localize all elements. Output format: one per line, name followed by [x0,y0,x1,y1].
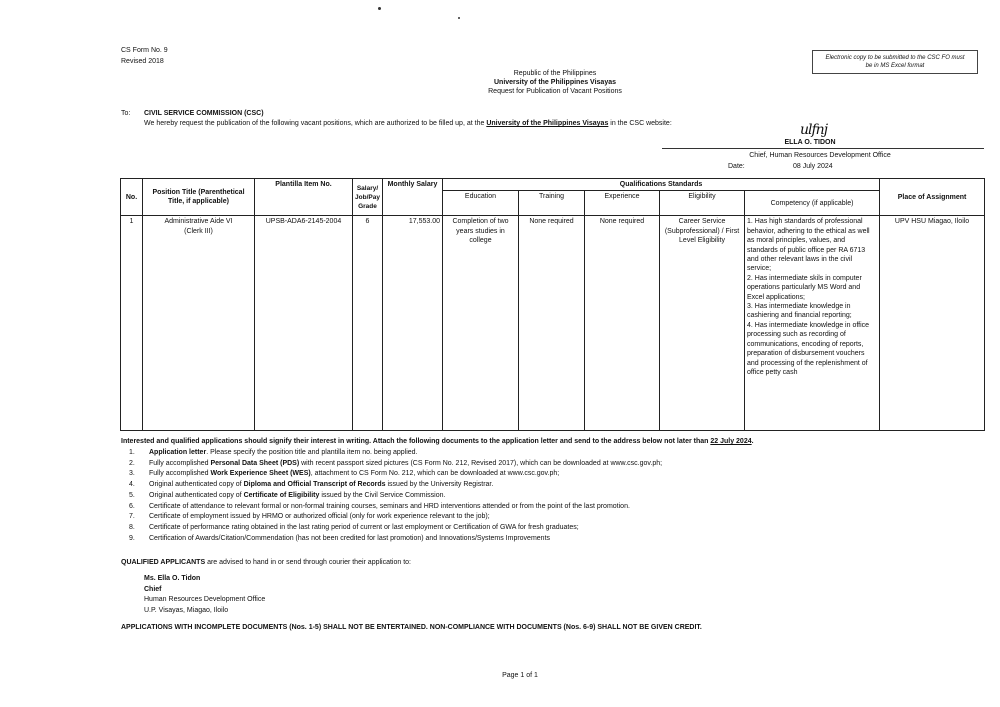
requirements-list [129,448,989,544]
electronic-note-line2: be in MS Excel format [865,63,925,69]
header-republic: Republic of the Philippines [513,70,597,77]
list-bold: Diploma and Official Transcript of Records [243,481,386,489]
header-plantilla: Plantilla Item No. [255,179,353,216]
list-item [129,491,989,502]
list-bold: Application letter [149,449,207,456]
signature: ulfnj [800,122,828,138]
list-item [129,512,989,523]
address-name: Ms. Ella O. Tidon [144,575,201,582]
list-number: 8. [129,523,135,531]
list-text: Certificate of attendance to relevant formal or non-formal training courses, seminars and HRD interventions attended or from the point of the last promotion. [149,502,630,510]
list-text: Original authenticated copy of [149,491,244,499]
header-place: Place of Assignment [880,179,985,216]
list-text: . Please specify the position title and plantilla item no. being applied. [206,449,418,456]
header-eligibility: Eligibility [660,191,745,216]
cell-place: UPV HSU Miagao, Iloilo [880,216,985,431]
table-row [121,216,985,431]
warning-text: APPLICATIONS WITH INCOMPLETE DOCUMENTS (Nos. 1-5) SHALL NOT BE ENTERTAINED. NON-COMPLIANCE WITH DOCUMENTS (Nos. 6-9) SHALL NOT BE GIVEN CREDIT. [121,624,702,631]
list-text: issued by the University Registrar. [385,481,494,489]
qualified-applicants [121,558,411,567]
address-office: Human Resources Development Office [144,596,266,603]
cell-plantilla: UPSB-ADA6-2145-2004 [255,216,353,431]
list-number: 1. [129,449,135,456]
list-item [129,469,989,480]
list-number: 7. [129,513,135,521]
header-no: No. [121,179,143,216]
header-qualifications: Qualifications Standards [443,179,880,191]
list-item [129,480,989,491]
competency-item: 1. Has high standards of professional behavior, adhering to the ethical as well as moral principles, values, and standards of public office per RA 6713 and other relevant laws in the civil service; [747,218,870,273]
signature-line [662,148,984,149]
instructions-text: Interested and qualified applications should signify their interest in writing. Attach the following documents to the application letter and send to the address below not later than [121,438,711,445]
header-university: University of the Philippines Visayas [493,79,617,86]
cell-monthly-salary: 17,553.00 [383,216,443,431]
list-number: 6. [129,502,135,510]
list-bold: Work Experience Sheet (WES) [210,470,311,478]
header-position: Position Title (Parenthetical Title, if applicable) [143,179,255,216]
qualified-bold: QUALIFIED APPLICANTS [121,559,206,566]
competency-item: 2. Has intermediate skils in computer operations particularly MS Word and Excel applications; [747,274,862,301]
date-value: 08 July 2024 [793,163,833,170]
cell-experience: None required [585,216,660,431]
date-label: Date: [728,163,745,170]
qualified-rest: are advised to hand in or send through courier their application to: [205,559,411,566]
address-position: Chief [144,585,162,593]
competency-item: 3. Has intermediate knowledge in cashiering and financial reporting; [747,303,852,320]
list-bold: Certificate of Eligibility [243,491,320,499]
cell-salary-grade: 6 [353,216,383,431]
request-text [144,119,744,128]
header-training: Training [519,191,585,216]
electronic-note-line1: Electronic copy to be submitted to the CSC FO must [825,55,965,61]
page-number: Page 1 of 1 [502,672,538,679]
request-text-before: We hereby request the publication of the following vacant positions, which are authorized to be filled up, at the [144,120,487,127]
list-item [129,523,989,534]
list-number: 4. [129,481,135,489]
list-text: Certification of Awards/Citation/Commendation (has not been credited for last promotion) and Innovations/Systems Improvements [149,534,551,542]
request-text-after: in the CSC website: [608,120,672,127]
list-text: Certificate of employment issued by HRMO or authorized official (only for work experience relevant to the job); [149,513,490,521]
instructions [121,437,991,446]
deadline: 22 July 2024 [710,438,752,445]
to-addressee: CIVIL SERVICE COMMISSION (CSC) [144,110,264,117]
address-block [144,574,265,616]
list-item [129,448,989,459]
header-education: Education [443,191,519,216]
list-text: Certificate of performance rating obtained in the last rating period of current or last employment or Certification of GWA for fresh graduates; [149,523,579,531]
cell-eligibility: Career Service (Subprofessional) / First Level Eligibility [660,216,745,431]
header-salary-grade: Salary/ Job/Pay Grade [353,179,383,216]
instructions-end: . [751,438,754,445]
list-item [129,534,989,545]
to-label: To: [121,110,131,117]
scan-speck [378,7,381,10]
header-request-title: Request for Publication of Vacant Positions [488,88,622,95]
header-experience: Experience [585,191,660,216]
list-bold: Personal Data Sheet (PDS) [210,459,300,467]
cell-no: 1 [121,216,143,431]
list-number: 5. [129,491,135,499]
signatory-name: ELLA O. TIDON [784,139,836,146]
address-location: U.P. Visayas, Miagao, Iloilo [144,606,229,614]
vacancies-table [120,178,985,431]
list-item [129,502,989,513]
list-number: 2. [129,459,135,467]
header-block [400,69,710,96]
request-agency: University of the Philippines Visayas [486,120,609,127]
list-number: 3. [129,470,135,478]
form-revised: Revised 2018 [121,58,164,65]
list-text: issued by the Civil Service Commission. [319,491,446,499]
cell-competency [745,216,880,431]
electronic-copy-note [812,50,978,74]
signatory-title: Chief, Human Resources Development Office [749,152,891,159]
header-competency: Competency (if applicable) [745,191,880,216]
list-text: Fully accomplished [149,459,211,467]
list-text: , attachment to CS Form No. 212, which can be downloaded at www.csc.gov.ph; [310,470,560,478]
cell-training: None required [519,216,585,431]
header-monthly-salary: Monthly Salary [383,179,443,216]
form-number: CS Form No. 9 [121,47,168,54]
list-item [129,459,989,470]
list-number: 9. [129,534,135,542]
scan-speck [458,17,460,19]
list-text: with recent passport sized pictures (CS Form No. 212, Revised 2017), which can be downloaded at www.csc.gov.ph; [299,459,663,467]
list-text: Original authenticated copy of [149,481,244,489]
list-text: Fully accomplished [149,470,211,478]
cell-position: Administrative Aide VI (Clerk III) [143,216,255,431]
competency-item: 4. Has intermediate knowledge in office processing such as recording of communications, encoding of reports, preparation of disbursement vouchers and processing of the replenishment of office petty cash [747,321,870,376]
cell-education: Completion of two years studies in college [443,216,519,431]
